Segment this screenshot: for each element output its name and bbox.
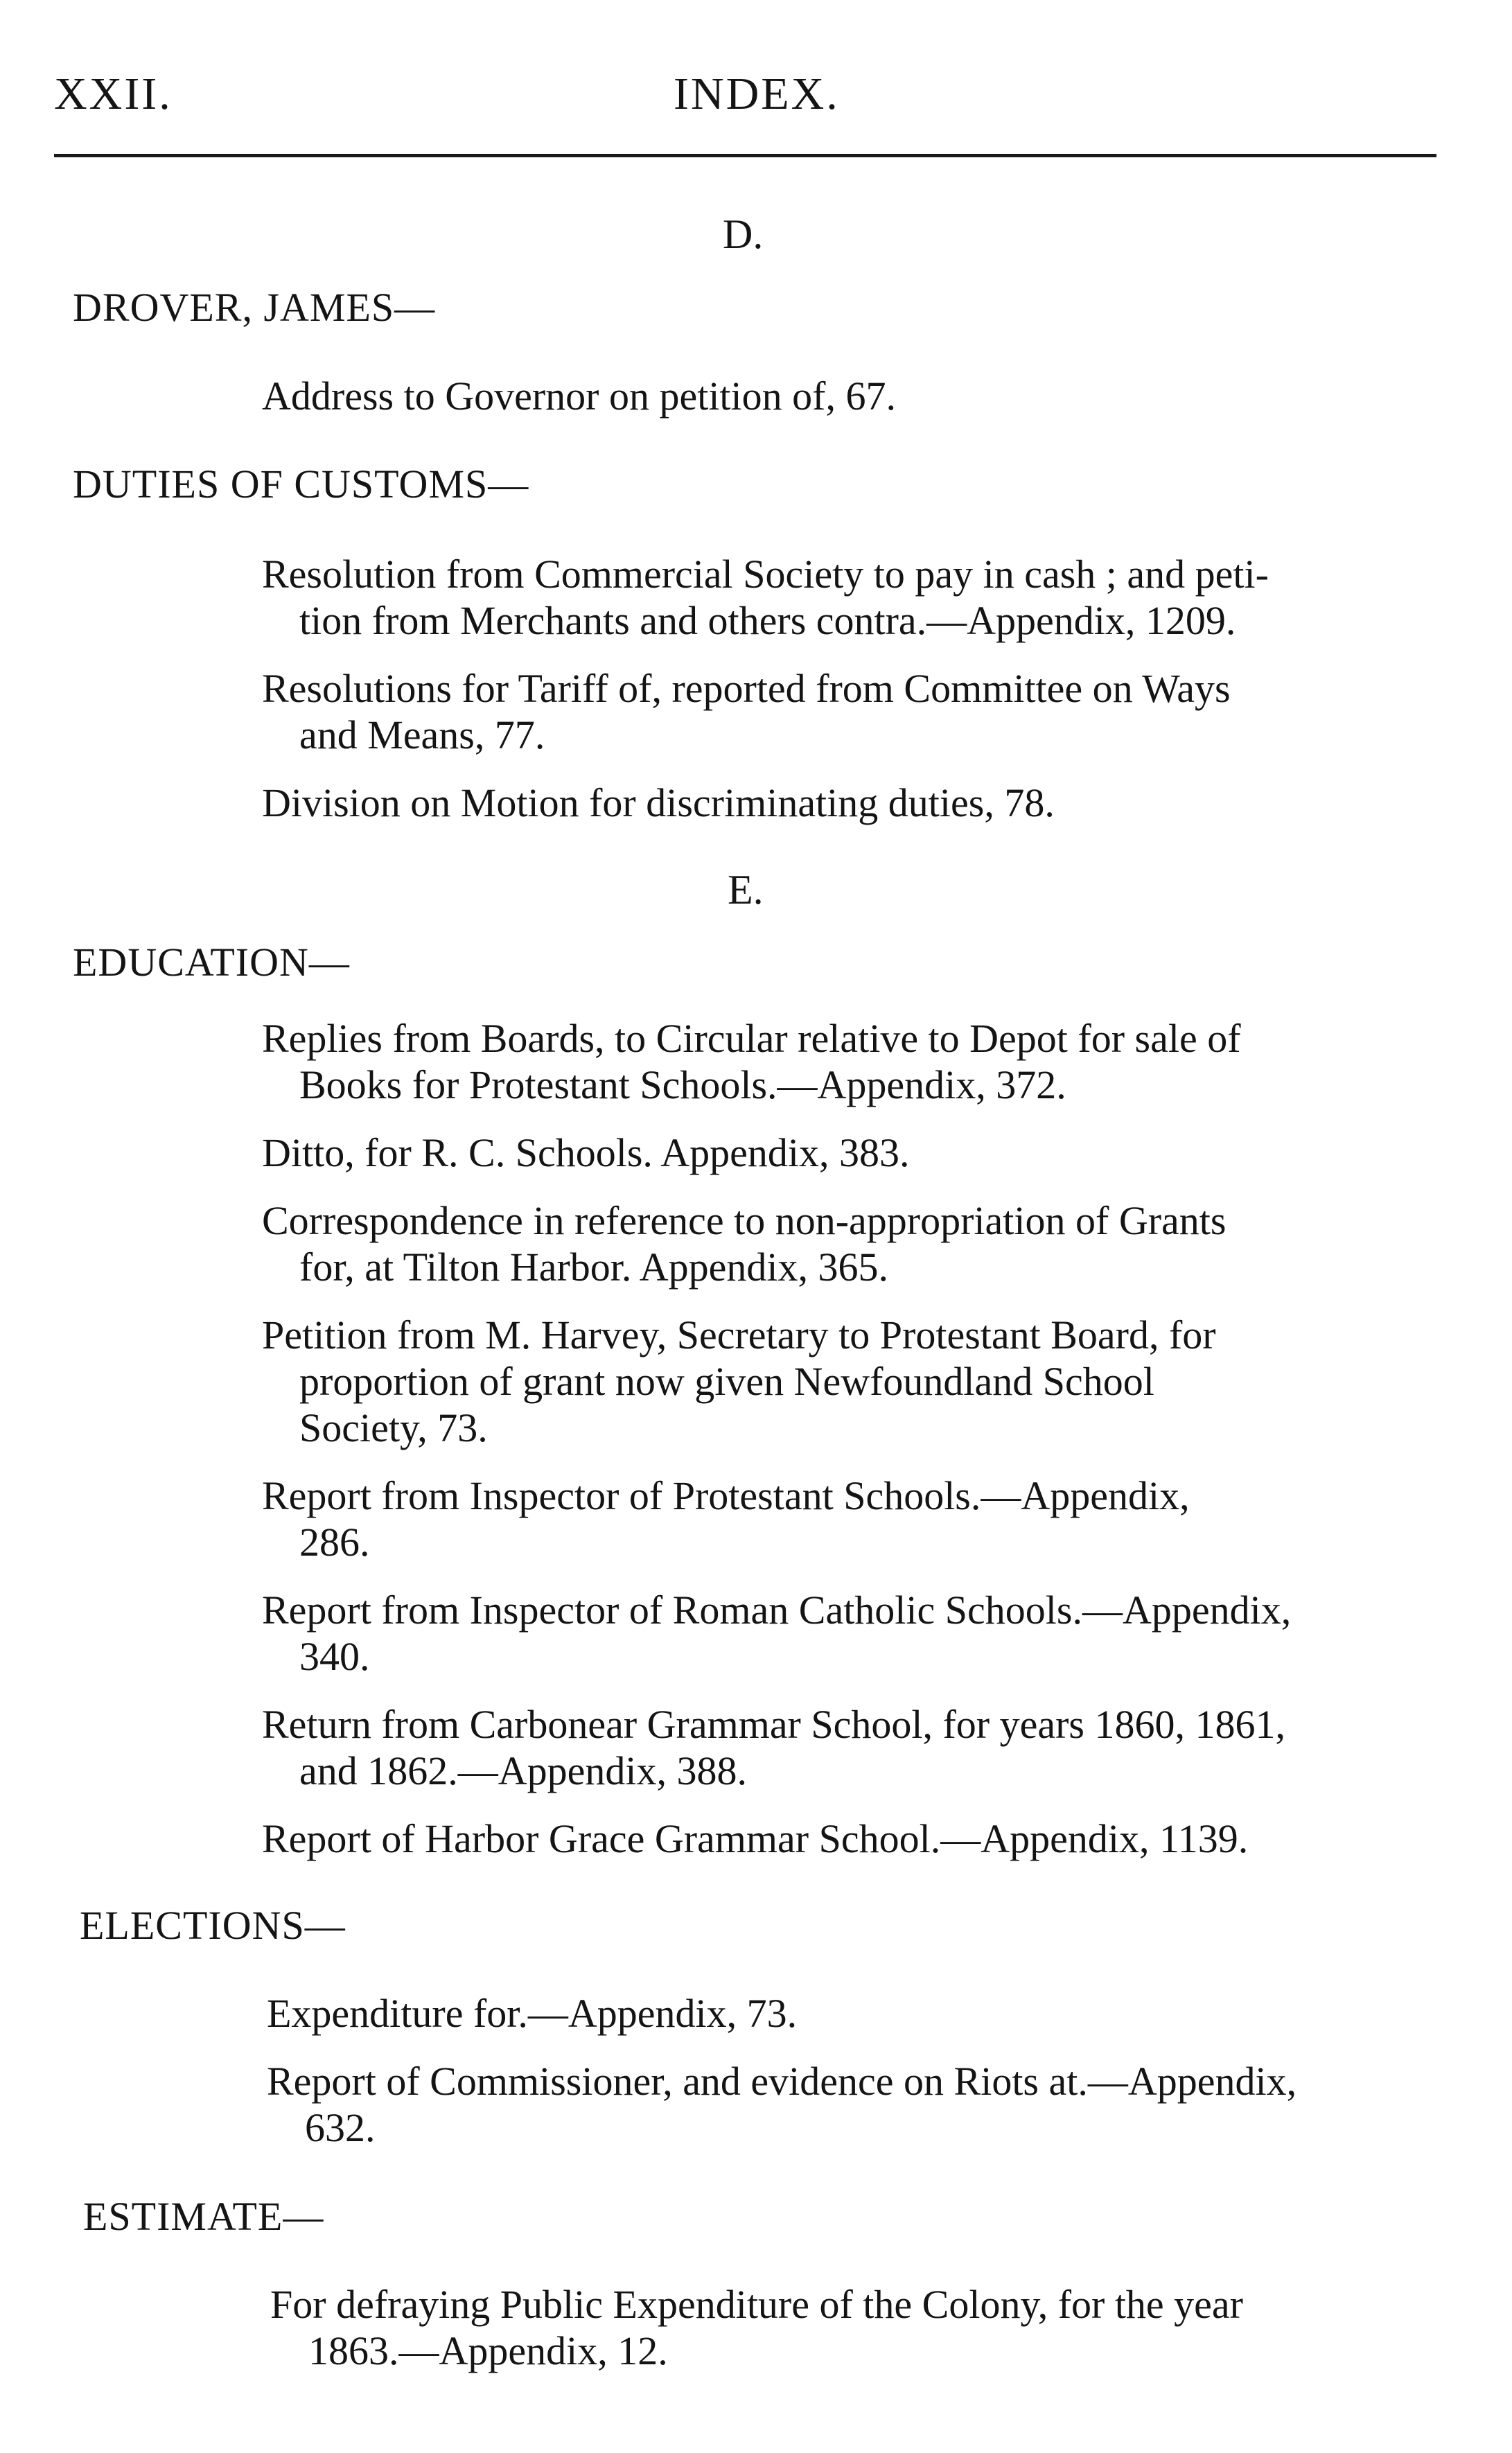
entry-line: Ditto, for R. C. Schools. Appendix, 383.: [262, 1130, 910, 1175]
entry-line: Report of Commissioner, and evidence on Riots at.—Appendix,: [267, 2059, 1297, 2104]
entry-line: Report of Harbor Grace Grammar School.—Appendix, 1139.: [262, 1816, 1249, 1861]
page-number: XXII.: [54, 69, 173, 119]
entry-line: Resolutions for Tariff of, reported from Committee on Ways: [262, 666, 1231, 711]
entry-line: Expenditure for.—Appendix, 73.: [267, 1991, 798, 2036]
entry-line: tion from Merchants and others contra.—Appendix, 1209.: [299, 598, 1236, 643]
topic-heading-elections: ELECTIONS—: [80, 1903, 346, 1948]
entry-line: Society, 73.: [299, 1405, 488, 1450]
header-rule: [54, 154, 1436, 157]
entry-line: Books for Protestant Schools.—Appendix, 372.: [299, 1062, 1066, 1107]
entry-line: for, at Tilton Harbor. Appendix, 365.: [299, 1245, 888, 1290]
entry-line: Petition from M. Harvey, Secretary to Protestant Board, for: [262, 1312, 1216, 1357]
entry-line: Division on Motion for discriminating duties, 78.: [262, 780, 1055, 825]
entry-line: and 1862.—Appendix, 388.: [299, 1748, 747, 1793]
topic-heading-estimate: ESTIMATE—: [83, 2194, 324, 2239]
entry-line: 340.: [299, 1634, 370, 1679]
entry-line: proportion of grant now given Newfoundland School: [299, 1359, 1154, 1404]
entry-line: Resolution from Commercial Society to pay in cash ; and peti-: [262, 552, 1269, 597]
entry-line: For defraying Public Expenditure of the Colony, for the year: [270, 2282, 1243, 2327]
page-title: INDEX.: [674, 69, 840, 119]
topic-heading-drover: DROVER, JAMES—: [73, 285, 436, 330]
section-letter-e: E.: [728, 867, 764, 913]
entry-line: Return from Carbonear Grammar School, for years 1860, 1861,: [262, 1702, 1285, 1747]
entry-line: Correspondence in reference to non-appropriation of Grants: [262, 1198, 1227, 1243]
entry-line: 632.: [305, 2105, 376, 2150]
entry-line: 286.: [299, 1520, 370, 1565]
entry-line: Report from Inspector of Protestant Schools.—Appendix,: [262, 1473, 1190, 1518]
entry-line: 1863.—Appendix, 12.: [308, 2328, 668, 2373]
topic-heading-education: EDUCATION—: [73, 940, 350, 985]
entry-line: Report from Inspector of Roman Catholic Schools.—Appendix,: [262, 1588, 1292, 1633]
topic-heading-duties-of-customs: DUTIES OF CUSTOMS—: [73, 461, 529, 507]
entry-line: and Means, 77.: [299, 712, 545, 757]
entry-line: Address to Governor on petition of, 67.: [262, 373, 896, 419]
entry-line: Replies from Boards, to Circular relative to Depot for sale of: [262, 1016, 1241, 1061]
section-letter-d: D.: [723, 211, 764, 257]
